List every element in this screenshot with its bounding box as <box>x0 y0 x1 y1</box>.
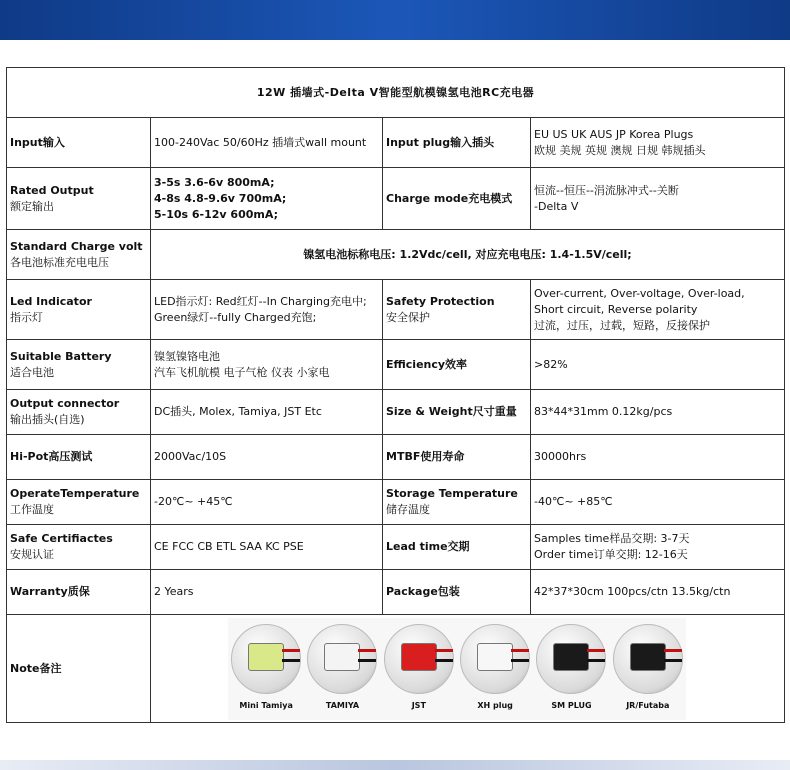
rated-output-label: Rated Output 额定输出 <box>7 168 151 230</box>
connector-name: XH plug <box>477 700 513 710</box>
connector-photo <box>460 624 530 694</box>
charge-mode-value: 恒流--恒压--涓流脉冲式--关断 -Delta V <box>531 168 785 230</box>
warranty-value: 2 Years <box>151 570 383 615</box>
connector-photo <box>231 624 301 694</box>
lead-time-label: Lead time交期 <box>383 525 531 570</box>
connector-item <box>458 624 532 720</box>
led-indicator-value: LED指示灯: Red红灯--In Charging充电中; Green绿灯--fully Charged充饱; <box>151 280 383 340</box>
connector-name: Mini Tamiya <box>239 700 293 710</box>
input-value: 100-240Vac 50/60Hz 插墙式wall mount <box>151 118 383 168</box>
size-weight-label: Size & Weight尺寸重量 <box>383 390 531 435</box>
table-title: 12W 插墙式-Delta V智能型航模镍氢电池RC充电器 <box>7 68 785 118</box>
operate-temp-value: -20℃~ +45℃ <box>151 480 383 525</box>
mtbf-label: MTBF使用寿命 <box>383 435 531 480</box>
output-connector-label: Output connector 输出插头(自选) <box>7 390 151 435</box>
connector-photo <box>613 624 683 694</box>
package-value: 42*37*30cm 100pcs/ctn 13.5kg/ctn <box>531 570 785 615</box>
table-row <box>7 118 785 168</box>
connector-item <box>611 624 685 720</box>
connector-name: TAMIYA <box>325 700 360 710</box>
connector-name: SM PLUG <box>551 700 592 710</box>
standard-charge-value: 镍氢电池标称电压: 1.2Vdc/cell, 对应充电电压: 1.4-1.5V/cell; <box>151 230 785 280</box>
table-row <box>7 230 785 280</box>
connector-photo <box>536 624 606 694</box>
storage-temp-label: Storage Temperature 储存温度 <box>383 480 531 525</box>
mtbf-value: 30000hrs <box>531 435 785 480</box>
operate-temp-label: OperateTemperature 工作温度 <box>7 480 151 525</box>
hipot-value: 2000Vac/10S <box>151 435 383 480</box>
standard-charge-label: Standard Charge volt 各电池标准充电电压 <box>7 230 151 280</box>
charge-mode-label: Charge mode充电模式 <box>383 168 531 230</box>
output-connector-value: DC插头, Molex, Tamiya, JST Etc <box>151 390 383 435</box>
connector-name: JR/Futaba <box>626 700 670 710</box>
note-value <box>151 615 785 723</box>
connector-image-strip <box>228 618 686 720</box>
table-row <box>7 480 785 525</box>
efficiency-value: >82% <box>531 340 785 390</box>
table-row <box>7 435 785 480</box>
connector-item <box>534 624 608 720</box>
table-row <box>7 570 785 615</box>
safe-cert-label: Safe Certifiactes 安规认证 <box>7 525 151 570</box>
suitable-battery-label: Suitable Battery 适合电池 <box>7 340 151 390</box>
safe-cert-value: CE FCC CB ETL SAA KC PSE <box>151 525 383 570</box>
safety-protection-value: Over-current, Over-voltage, Over-load, Short circuit, Reverse polarity 过流，过压，过载，短路，反接保护 <box>531 280 785 340</box>
warranty-label: Warranty质保 <box>7 570 151 615</box>
connector-photo <box>384 624 454 694</box>
size-weight-value: 83*44*31mm 0.12kg/pcs <box>531 390 785 435</box>
storage-temp-value: -40℃~ +85℃ <box>531 480 785 525</box>
connector-item <box>229 624 303 720</box>
input-label: Input输入 <box>7 118 151 168</box>
table-row <box>7 525 785 570</box>
table-row <box>7 615 785 723</box>
table-row <box>7 390 785 435</box>
efficiency-label: Efficiency效率 <box>383 340 531 390</box>
led-indicator-label: Led Indicator 指示灯 <box>7 280 151 340</box>
spec-table <box>6 67 785 723</box>
input-plug-value: EU US UK AUS JP Korea Plugs 欧规 美规 英规 澳规 日规 韩规插头 <box>531 118 785 168</box>
top-banner <box>0 0 790 40</box>
hipot-label: Hi-Pot高压测试 <box>7 435 151 480</box>
suitable-battery-value: 镍氢镍铬电池 汽车飞机航模 电子气枪 仪表 小家电 <box>151 340 383 390</box>
connector-photo <box>307 624 377 694</box>
input-plug-label: Input plug输入插头 <box>383 118 531 168</box>
note-label: Note备注 <box>7 615 151 723</box>
connector-name: JST <box>411 700 426 710</box>
table-row <box>7 340 785 390</box>
bottom-banner <box>0 760 790 770</box>
table-row <box>7 280 785 340</box>
connector-item <box>305 624 379 720</box>
table-row <box>7 168 785 230</box>
rated-output-value: 3-5s 3.6-6v 800mA; 4-8s 4.8-9.6v 700mA; 5-10s 6-12v 600mA; <box>151 168 383 230</box>
connector-item <box>382 624 456 720</box>
safety-protection-label: Safety Protection 安全保护 <box>383 280 531 340</box>
package-label: Package包装 <box>383 570 531 615</box>
lead-time-value: Samples time样品交期: 3-7天 Order time订单交期: 12-16天 <box>531 525 785 570</box>
